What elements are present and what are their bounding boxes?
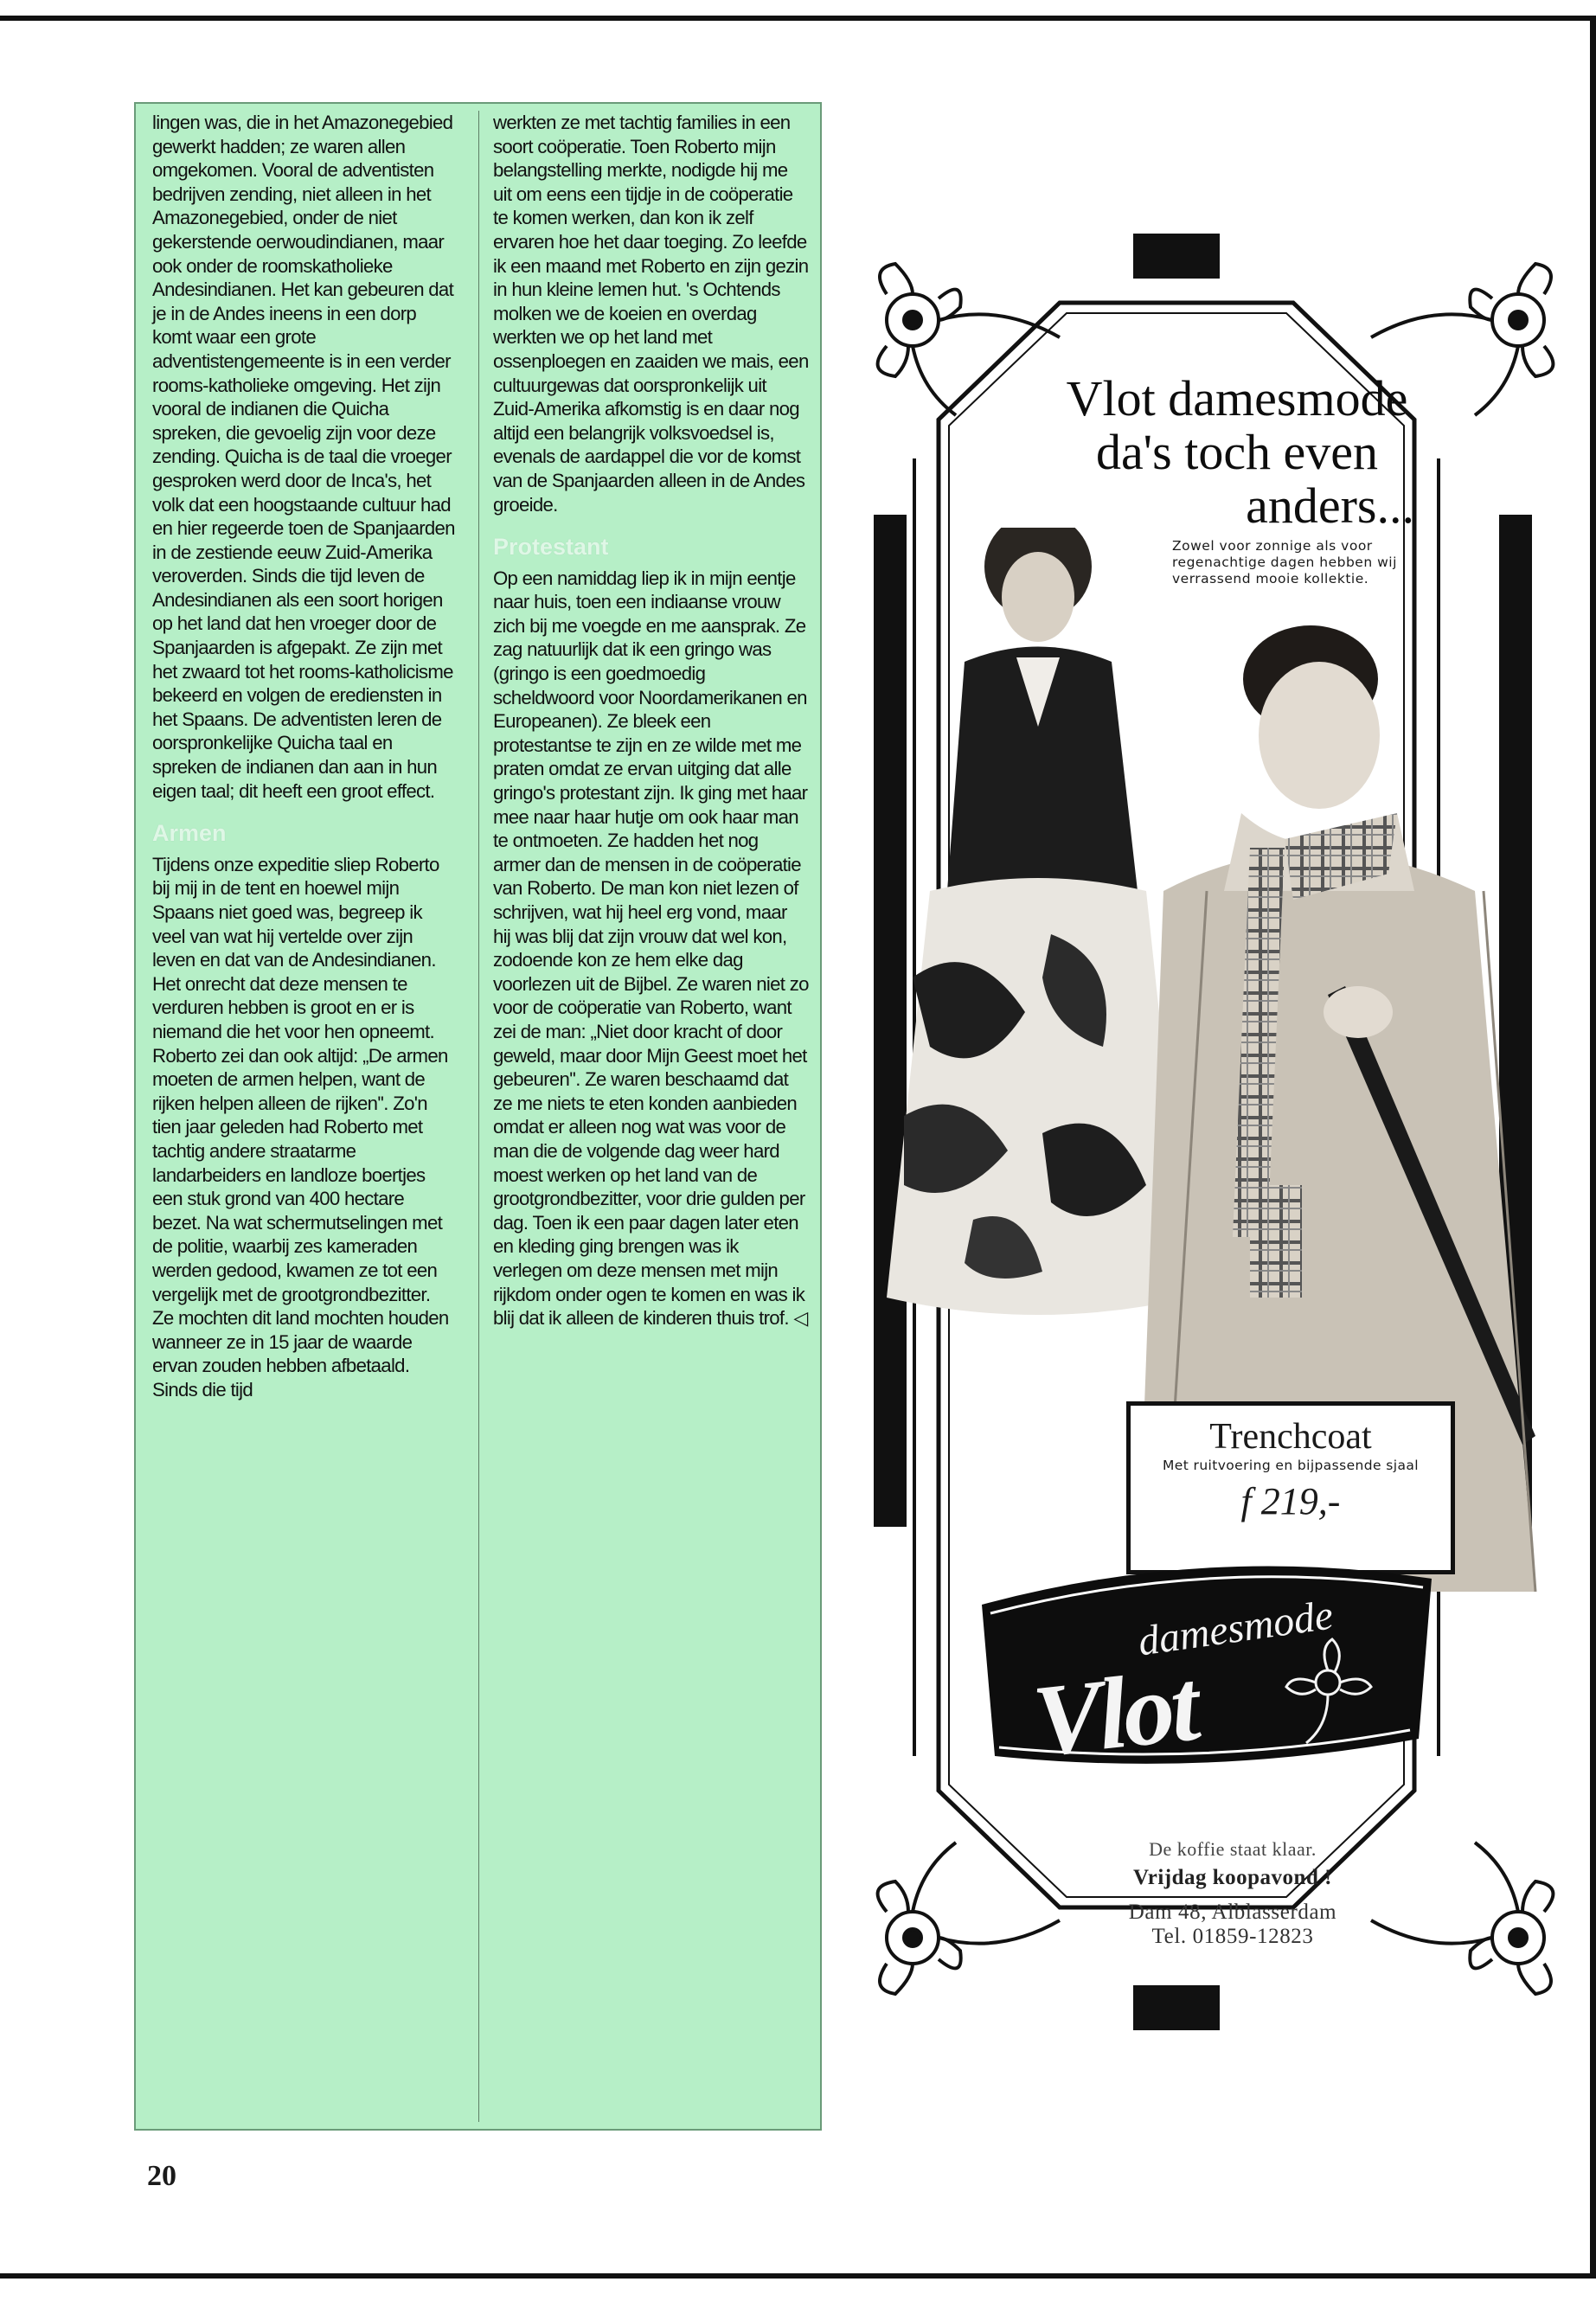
article-paragraph xyxy=(493,567,809,1330)
section-heading-protestant: Protestant xyxy=(493,534,609,561)
ad-headline-line-2: da's toch even xyxy=(1095,424,1379,480)
section-heading-armen: Armen xyxy=(152,820,227,847)
advertisement xyxy=(861,199,1570,2145)
article-paragraph-text: Op een namiddag liep ik in mijn eentje naar huis, toen een indiaanse vrouw zich bij me voegde en me aansprak. Ze zag natuurlijk dat ik een gringo was (gringo is een goedmoedig scheldwoord voor Noordamerikanen en Europeanen). Ze bleek een protestantse te zijn en ze wilde met me praten omdat ze ervan uitging dat alle gringo's protestant zijn. Ik ging met haar mee naar haar hutje om ook haar man te ontmoeten. Ze hadden het nog armer dan de mensen in de coöperatie van Roberto. De man kon niet lezen of schrijven, wat hij heel erg vond, maar hij was blij dat zijn vrouw dat wel kon, zodoende kon ze hem elke dag voorlezen uit de Bijbel. Ze waren niet zo voor de coöperatie van Roberto, want zei de man: „Niet door kracht of door geweld, maar door Mijn Geest moet het gebeuren''. Ze waren beschaamd dat ze me niets te eten konden aanbieden omdat er alleen nog wat was voor de man die de volgende dag weer hard moest werken op het land van de grootgrondbezitter, voor drie gulden per dag. Toen ik een paar dagen later eten en kleding ging brengen was ik verlegen om deze mensen met mijn rijkdom onder ogen te komen en was ik blij dat ik alleen de kinderen thuis trof. xyxy=(493,567,809,1330)
ad-footer-phone: Tel. 01859-12823 xyxy=(1151,1925,1314,1948)
article-paragraph: Tijdens onze expeditie sliep Roberto bij mij in de tent en hoewel mijn Spaans niet goed was, begreep ik veel van wat hij vertelde over zijn leven en dat van de Andesindianen. Het onrecht dat deze mensen te verduren hebben is groot en er is niemand die het voor hen opneemt. Roberto zei dan ook altijd: „De armen moeten de armen helpen, want de rijken helpen alleen de rijken''. Zo'n tien jaar geleden had Roberto met tachtig andere straatarme landarbeiders en landloze boertjes een stuk grond van 400 hectare bezet. Na wat schermutselingen met de politie, waarbij zes kameraden werden gedood, kwamen ze tot een vergelijk met de grootgrondbezitter. Ze mochten dit land mochten houden wanneer ze in 15 jaar de waarde ervan zouden hebben afbetaald. Sinds die tijd xyxy=(152,853,449,1400)
article-paragraph: lingen was, die in het Amazonegebied gewerkt hadden; ze waren allen omgekomen. Vooral de adventisten bedrijven zending, niet alleen in het Amazonegebied, onder de niet gekerstende oerwoudindianen, maar ook onder de roomskatholieke Andesindianen. Het kan gebeuren dat je in de Andes ineens in een dorp komt waar een grote adventistengemeente is in een verder rooms-katholieke omgeving. Het zijn vooral de indianen die Quicha spreken, die gevoelig zijn voor deze zending. Quicha is de taal die vroeger gesproken werd door de Inca's, het volk dat een hoogstaande cultuur had en hier regeerde toen de Spanjaarden in de zestiende eeuw Zuid-Amerika veroverden. Sinds die tijd leven de Andesindianen als een soort horigen op het land dat hen vroeger door de Spanjaarden is afgepakt. Ze zijn met het zwaard tot het rooms-katholicisme bekeerd en volgen de erediensten in het Spaans. De adventisten leren de oorspronkelijke Quicha taal en spreken de indianen dan aan in hun eigen taal; dit heeft een groot effect. xyxy=(152,112,455,802)
article-paragraph: werkten ze met tachtig families in een soort coöperatie. Toen Roberto mijn belangstelling merkte, nodigde hij me uit om eens een tijdje in de coöperatie te komen werken, dan kon ik zelf ervaren hoe het daar toeging. Zo leefde ik een maand met Roberto en zijn gezin in hun kleine lemen hut. 's Ochtends molken we de koeien en overdag werkten we op het land met ossenploegen en zaaiden we mais, een cultuurgewas dat oorspronkelijk uit Zuid-Amerika afkomstig is en daar nog altijd een belangrijk volksvoedsel is, evenals de aardappel die vor de komst van de Spanjaarden alleen in de Andes groeide. xyxy=(493,112,809,516)
product-title: Trenchcoat xyxy=(1209,1417,1372,1457)
ad-footer-late-shopping: Vrijdag koopavond ! xyxy=(1133,1866,1332,1889)
ad-footer xyxy=(1034,1838,1432,1949)
price-box xyxy=(1126,1401,1455,1574)
article-column-1 xyxy=(152,111,455,1401)
end-mark-icon: ◁ xyxy=(793,1307,808,1330)
ad-headline-line-1: Vlot damesmode xyxy=(1066,370,1408,426)
logo-brand-text: Vlot xyxy=(1028,1648,1202,1779)
logo-script-text: damesmode xyxy=(1135,1592,1336,1665)
vlot-logo xyxy=(965,1553,1449,1778)
ad-footer-address: Dam 48, Alblasserdam xyxy=(1128,1900,1337,1924)
page-border-right xyxy=(1590,16,1596,2279)
article-column-2 xyxy=(493,111,809,1330)
woman-in-skirt xyxy=(887,528,1189,1315)
product-description: Met ruitvoering en bijpassende sjaal xyxy=(1163,1458,1419,1473)
product-price: f 219,- xyxy=(1240,1480,1341,1522)
ad-headline-line-3: anders... xyxy=(1246,478,1414,534)
ad-subtext: Zowel voor zonnige als voor regenachtige dagen hebben wij verrassend mooie kollektie. xyxy=(1172,538,1397,586)
page-number: 20 xyxy=(147,2160,176,2192)
page-border-top xyxy=(0,16,1596,21)
ad-headline xyxy=(1034,372,1440,533)
ad-footer-coffee: De koffie staat klaar. xyxy=(1149,1838,1317,1860)
page-border-bottom xyxy=(0,2273,1596,2279)
column-divider xyxy=(478,111,479,2122)
